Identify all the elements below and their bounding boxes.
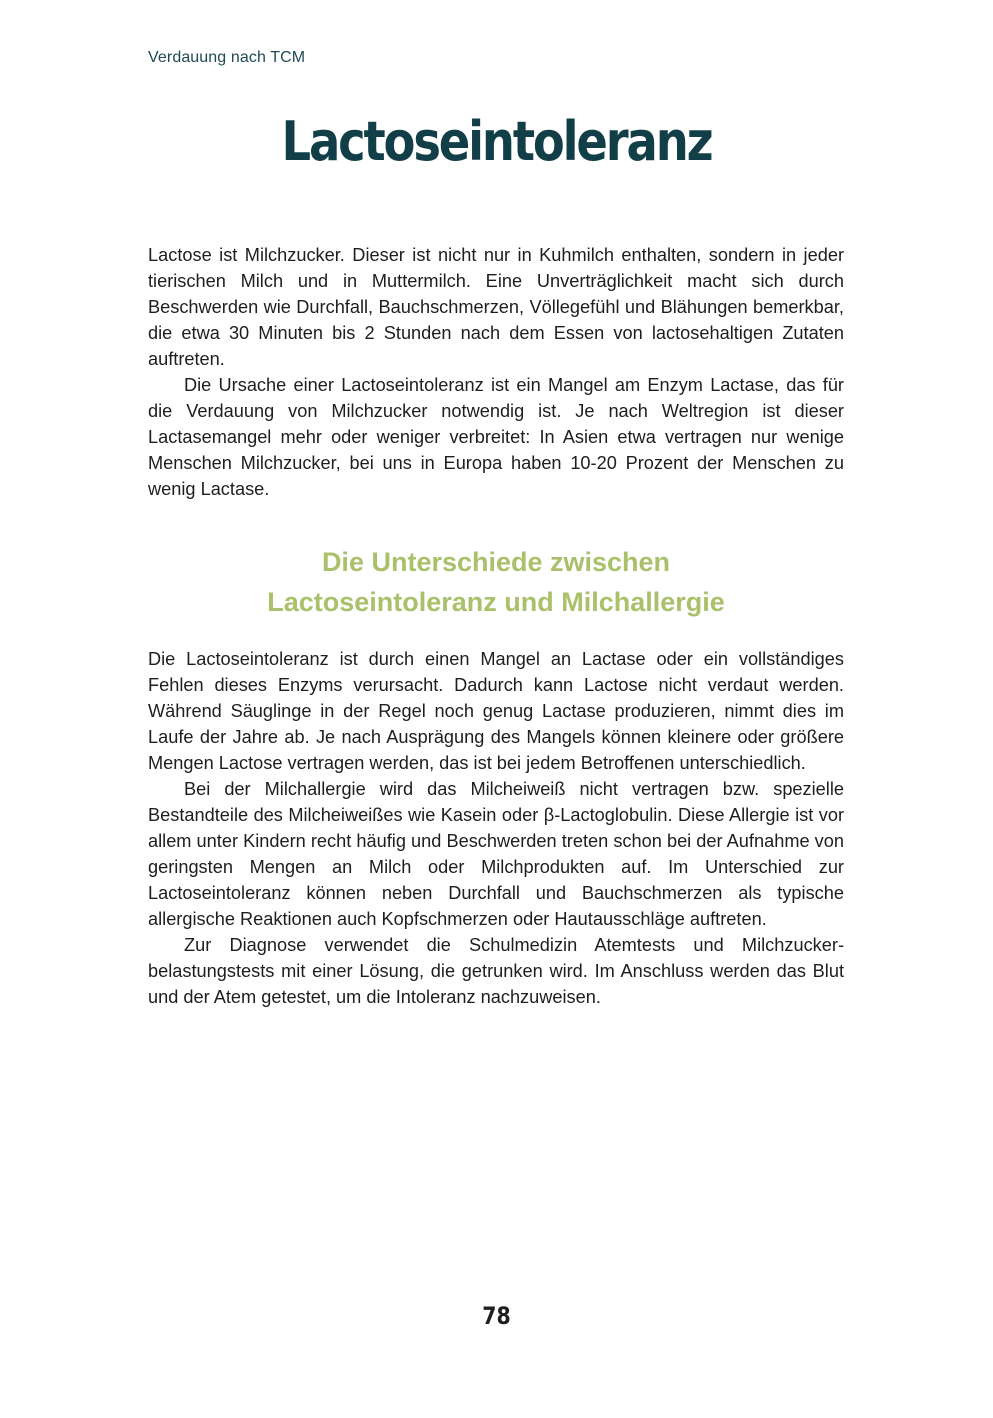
running-head: Verdauung nach TCM [148,49,306,66]
section-heading-line: Die Unterschiede zwischen [321,547,671,577]
section-heading [148,542,844,622]
paragraph: Bei der Milchallergie wird das Milcheiweiß nicht vertragen bzw. spezielle Bestandteile des Milcheiweißes wie Kasein oder β-Lactoglobulin. Diese Allergie ist vor allem unter Kindern recht häufig und Beschwerden treten schon bei der Aufnahme von geringsten Mengen an Milch oder Milchprodukten auf. Im Unterschied zur Lactoseintoleranz können neben Durchfall und Bauchschmerzen als typische allergische Reaktionen auch Kopfschmerzen oder Hautausschläge auftreten. [148,779,844,929]
paragraph: Die Lactoseintoleranz ist durch einen Mangel an Lactase oder ein vollständiges Fehlen dieses Enzyms verursacht. Dadurch kann Lactose nicht verdaut werden. Während Säuglinge in der Regel noch genug Lactase produzieren, nimmt dies im Laufe der Jahre ab. Je nach Ausprägung des Mangels können kleinere oder größere Mengen Lactose vertragen werden, das ist bei jedem Betroffenen unterschiedlich. [148,649,844,773]
differences-section [148,646,844,1010]
page-number: 78 [482,1302,511,1330]
section-heading-line: Lactoseintoleranz und Milchallergie [267,587,725,617]
paragraph: Lactose ist Milchzucker. Dieser ist nicht nur in Kuhmilch enthalten, sondern in jeder tierischen Milch und in Muttermilch. Eine Unverträglichkeit macht sich durch Beschwerden wie Durchfall, Bauchschmerzen, Völlegefühl und Blähungen bemerkbar, die etwa 30 Minuten bis 2 Stunden nach dem Essen von lactosehaltigen Zutaten auftreten. [148,245,844,369]
paragraph: Zur Diagnose verwendet die Schulmedizin Atemtests und Milchzuckerbelastungstests mit einer Lösung, die getrunken wird. Im Anschluss werden das Blut und der Atem getestet, um die Intoleranz nachzuweisen. [148,935,844,1007]
intro-section [148,242,844,502]
page-title: Lactoseintoleranz [281,110,712,173]
paragraph: Die Ursache einer Lactoseintoleranz ist ein Mangel am Enzym Lactase, das für die Verdauung von Milchzucker notwendig ist. Je nach Weltregion ist dieser Lactasemangel mehr oder weniger verbreitet: In Asien etwa vertragen nur wenige Menschen Milchzucker, bei uns in Europa haben 10-20 Prozent der Menschen zu wenig Lactase. [148,375,844,499]
